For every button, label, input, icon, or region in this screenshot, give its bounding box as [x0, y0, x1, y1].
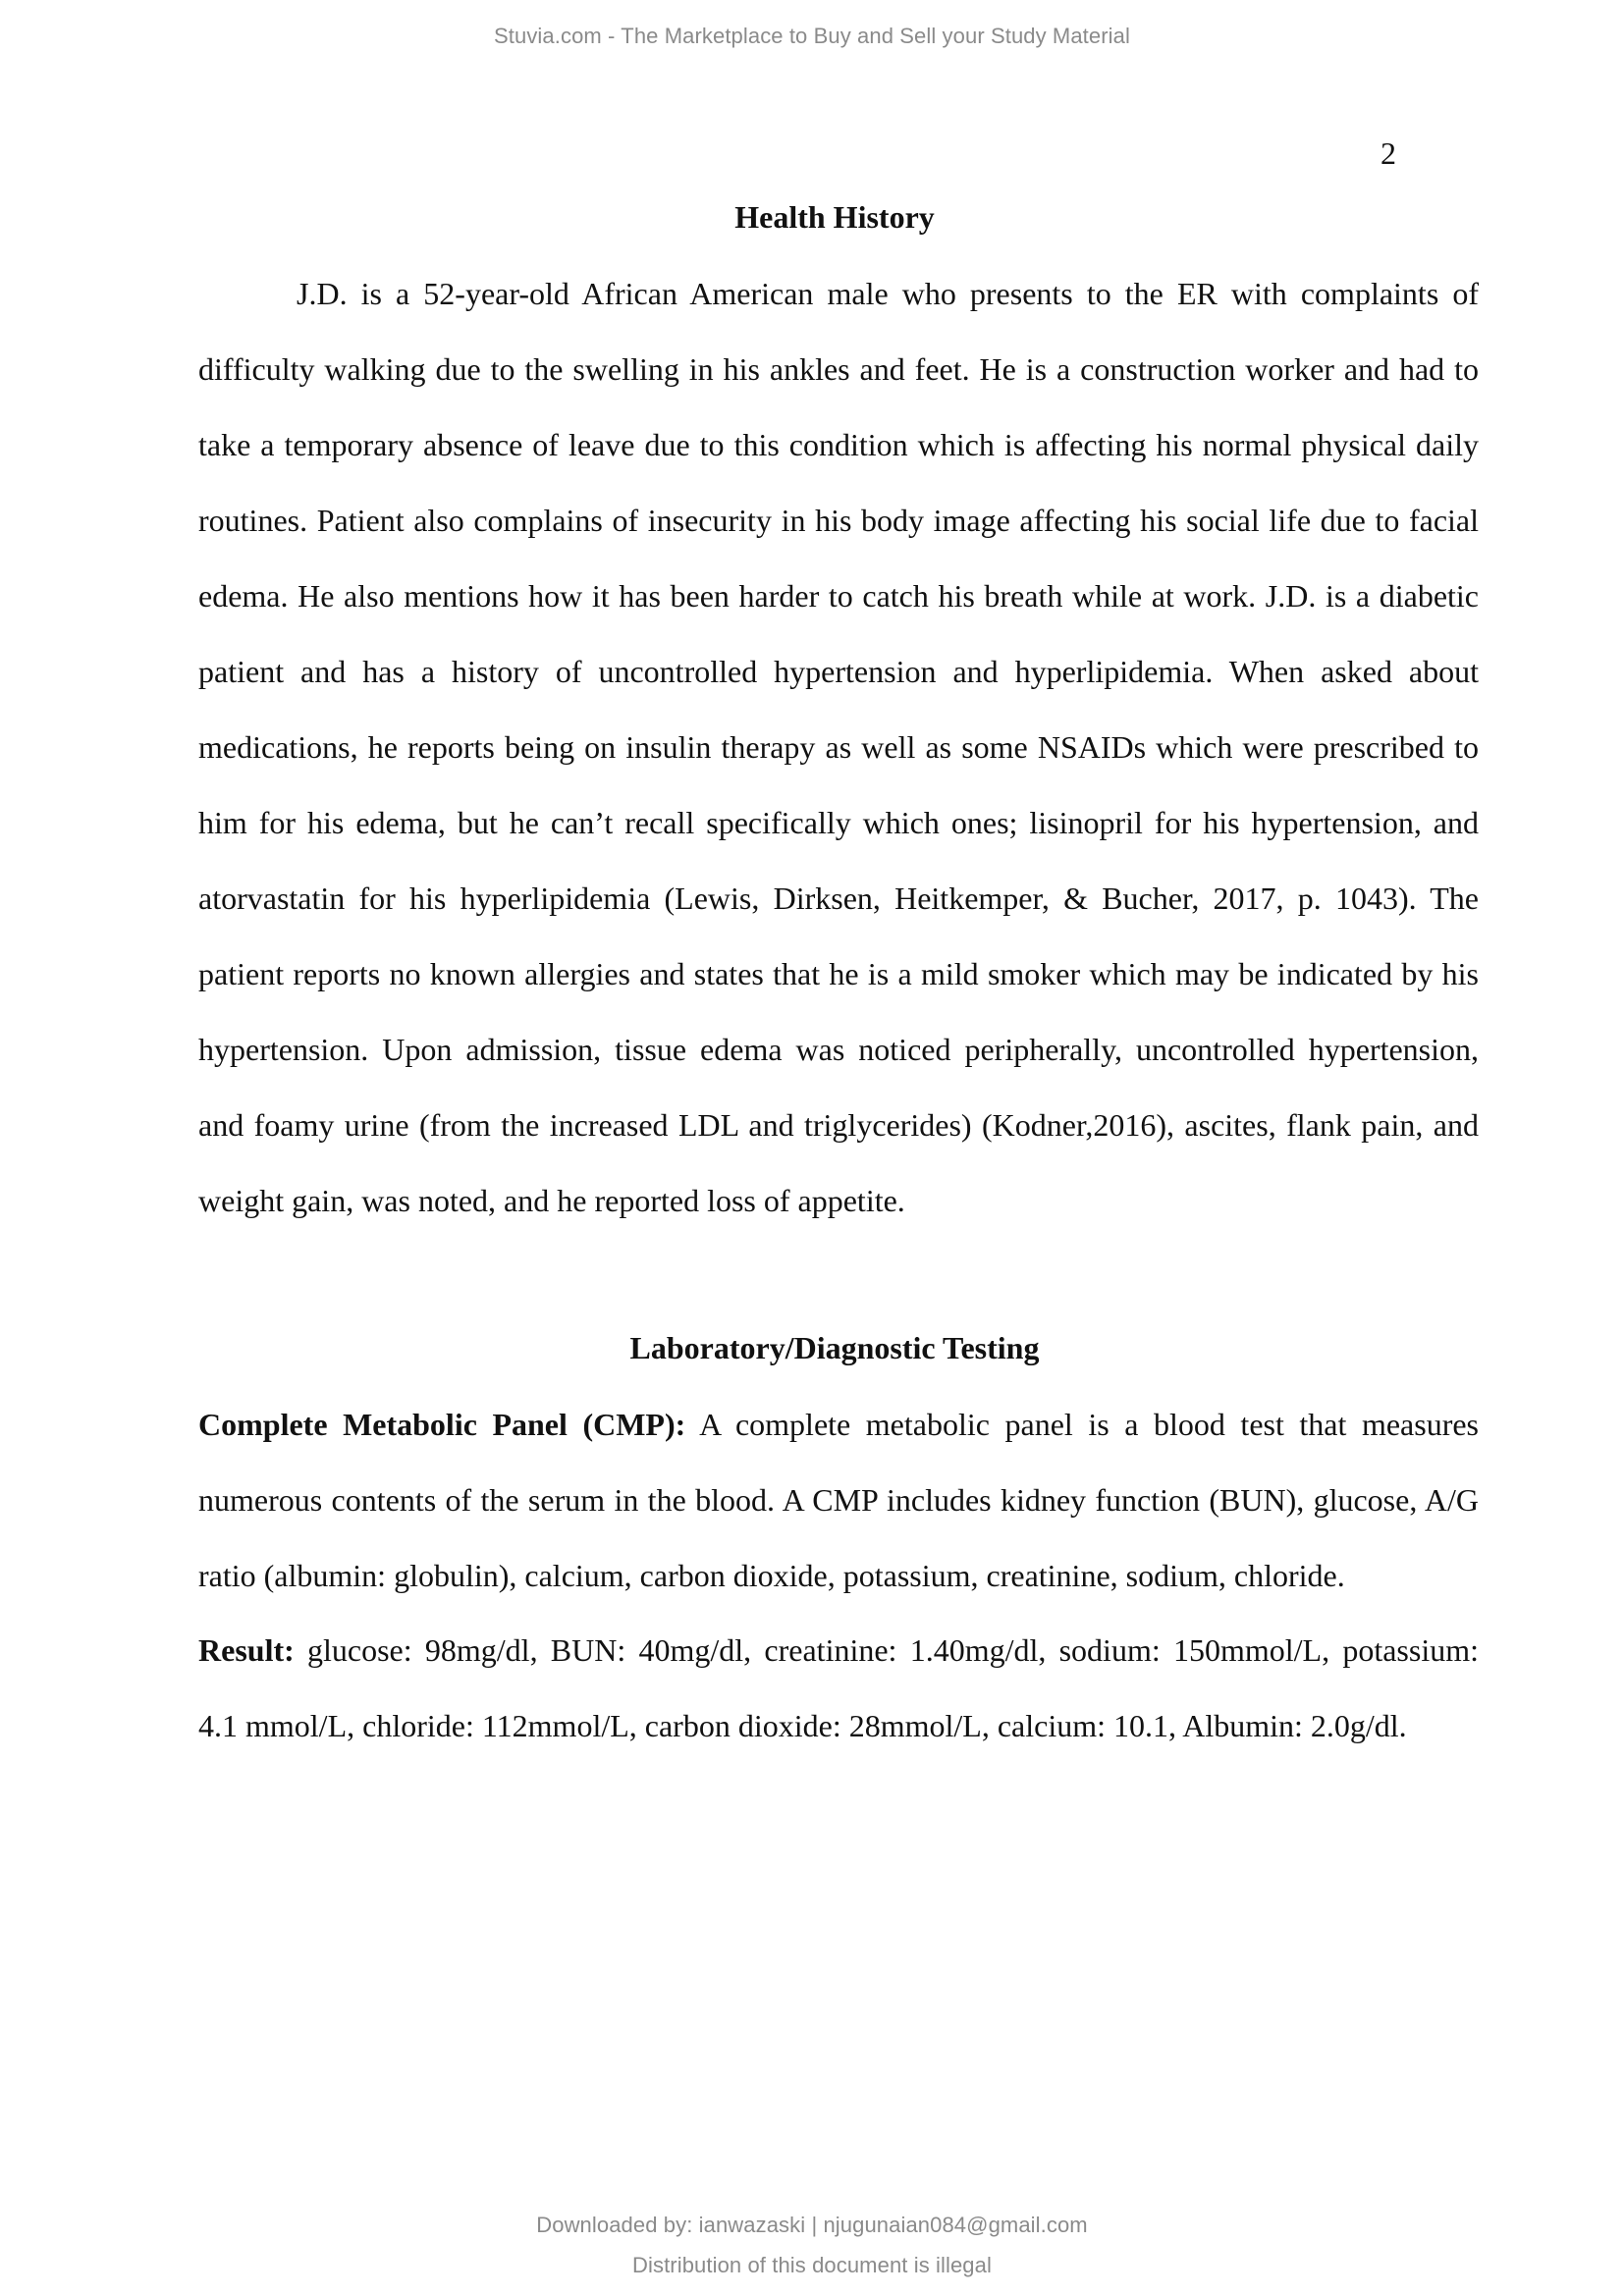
footer-downloaded-by: Downloaded by: ianwazaski | njugunaian084@gmail.com — [536, 2213, 1088, 2237]
health-history-paragraph: J.D. is a 52-year-old African American male who presents to the ER with complaints of difficulty walking due to the swelling in his ankles and feet. He is a construction worker and had to take a temporary absence of leave due to this condition which is affecting his normal physical daily routines. Patient also complains of insecurity in his body image affecting his social life due to facial edema. He also mentions how it has been harder to catch his breath while at work. J.D. is a diabetic patient and has a history of uncontrolled hypertension and hyperlipidemia. When asked about medications, he reports being on insulin therapy as well as some NSAIDs which were prescribed to him for his edema, but he can’t recall specifically which ones; lisinopril for his hypertension, and atorvastatin for his hyperlipidemia (Lewis, Dirksen, Heitkemper, & Bucher, 2017, p. 1043). The patient reports no known allergies and states that he is a mild smoker which may be indicated by his hypertension. Upon admission, tissue edema was noticed peripherally, uncontrolled hypertension, and foamy urine (from the increased LDL and triglycerides) (Kodner,2016), ascites, flank pain, and weight gain, was noted, and he reported loss of appetite. — [198, 276, 1479, 1218]
section-heading-lab-testing: Laboratory/Diagnostic Testing — [629, 1330, 1040, 1365]
cmp-paragraph — [198, 1387, 1479, 1614]
watermark-banner: Stuvia.com - The Marketplace to Buy and Sell your Study Material — [494, 24, 1130, 48]
section-heading-health-history: Health History — [734, 199, 935, 235]
page-number: 2 — [1380, 135, 1396, 171]
result-label: Result: — [198, 1632, 295, 1668]
result-paragraph — [198, 1613, 1479, 1764]
result-values: glucose: 98mg/dl, BUN: 40mg/dl, creatinine: 1.40mg/dl, sodium: 150mmol/L, potassium: 4.1 mmol/L, chloride: 112mmol/L, carbon dioxide: 28mmol/L, calcium: 10.1, Albumin: 2.0g/dl. — [198, 1632, 1479, 1743]
footer-distribution-notice: Distribution of this document is illegal — [632, 2253, 992, 2277]
cmp-label: Complete Metabolic Panel (CMP): — [198, 1407, 686, 1442]
cmp-description: A complete metabolic panel is a blood test that measures numerous contents of the serum in the blood. A CMP includes kidney function (BUN), glucose, A/G ratio (albumin: globulin), calcium, carbon dioxide, potassium, creatinine, sodium, chloride. — [198, 1407, 1480, 1593]
